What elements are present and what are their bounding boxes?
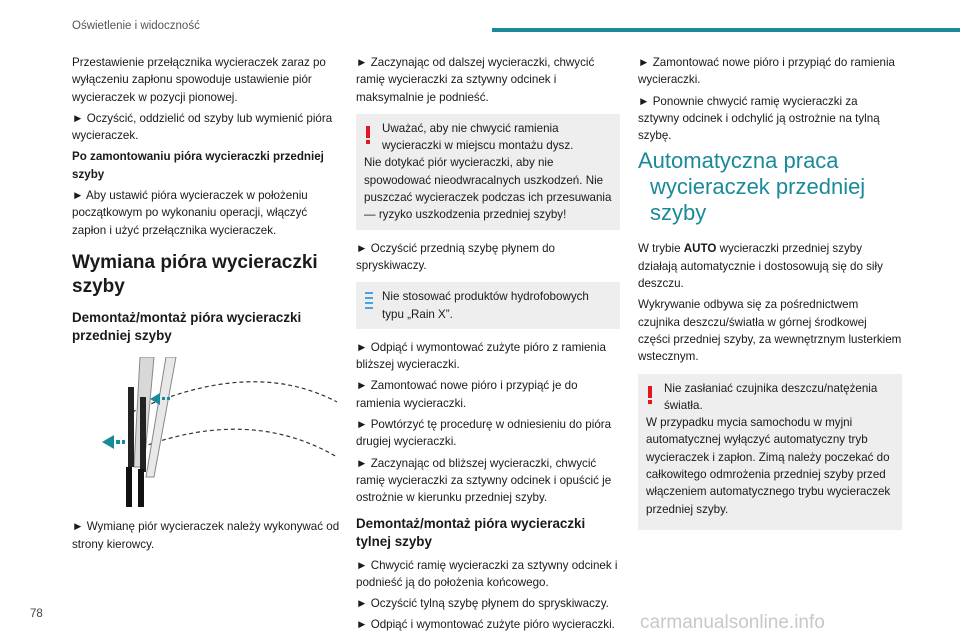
text: W trybie bbox=[638, 242, 684, 256]
heading-line: wycieraczek przedniej bbox=[650, 174, 866, 200]
column-1 bbox=[72, 54, 342, 557]
paragraph: ► Ponownie chwycić ramię wycieraczki za sztywny odcinek i odchylić ją ostrożnie na tylną szybę. bbox=[638, 94, 880, 143]
paragraph: ► Zamontować nowe pióro i przypiąć do ramienia wycieraczki. bbox=[638, 56, 895, 87]
paragraph: ► Zaczynając od dalszej wycieraczki, chwycić ramię wycieraczki za sztywny odcinek i maksymalnie je podnieść. bbox=[356, 56, 595, 104]
paragraph: ► Zaczynając od bliższej wycieraczki, chwycić ramię wycieraczki za sztywny odcinek i opuścić je ostrożnie w kierunku przedniej szyby. bbox=[356, 456, 612, 505]
section-title: Oświetlenie i widoczność bbox=[72, 20, 200, 32]
info-box bbox=[356, 282, 620, 329]
paragraph: ► Powtórzyć tę procedurę w odniesieniu do pióra drugiej wycieraczki. bbox=[356, 418, 612, 449]
paragraph: ► Chwycić ramię wycieraczki za sztywny odcinek i podnieść ją do położenia końcowego. bbox=[356, 558, 618, 589]
heading-line: szyby bbox=[650, 200, 707, 226]
subsection-heading: Demontaż/montaż pióra wycieraczki tylnej szyby bbox=[356, 515, 586, 549]
heading-line: Automatyczna praca bbox=[638, 148, 839, 174]
column-3 bbox=[638, 54, 902, 540]
warning-first: Uważać, aby nie chwycić ramienia wycieraczki w miejscu montażu dysz. bbox=[382, 121, 574, 153]
warning-first: Nie zasłaniać czujnika deszczu/natężenia światła. bbox=[664, 381, 878, 412]
wiper-illustration bbox=[72, 357, 342, 507]
paragraph: ► Aby ustawić pióra wycieraczek w położeniu początkowym po wykonaniu operacji, włączyć zapłon i użyć przełącznika wycieraczek. bbox=[72, 189, 308, 237]
paragraph: ► Wymianę piór wycieraczek należy wykonywać od strony kierowcy. bbox=[72, 520, 340, 551]
paragraph: ► Oczyścić tylną szybę płynem do spryskiwaczy. bbox=[356, 597, 609, 611]
watermark: carmanualsonline.info bbox=[640, 612, 825, 633]
page-number: 78 bbox=[30, 608, 43, 620]
subsection-heading: Demontaż/montaż pióra wycieraczki przedniej szyby bbox=[72, 309, 302, 343]
paragraph: ► Zamontować nowe pióro i przypiąć je do ramienia wycieraczki. bbox=[356, 379, 578, 410]
info-icon bbox=[365, 292, 373, 312]
warning-text: Nie dotykać piór wycieraczki, aby nie spowodować nieodwracalnych uszkodzeń. Nie puszczać wycieraczek podczas ich przesuwania — ryzyko uszkodzenia przedniej szyby! bbox=[364, 156, 612, 222]
paragraph: ► Oczyścić przednią szybę płynem do spryskiwaczy. bbox=[356, 241, 555, 272]
section-heading bbox=[638, 148, 902, 226]
warning-icon bbox=[366, 126, 371, 144]
column-2 bbox=[356, 54, 620, 638]
bold-subheading: Po zamontowaniu pióra wycieraczki przedniej szyby bbox=[72, 150, 324, 181]
warning-box bbox=[356, 114, 620, 230]
info-text: Nie stosować produktów hydrofobowych typu „Rain X”. bbox=[382, 290, 589, 321]
paragraph: ► Odpiąć i wymontować zużyte pióro wycieraczki. bbox=[356, 618, 615, 632]
paragraph: Wykrywanie odbywa się za pośrednictwem czujnika deszczu/światła w górnej środkowej części przedniej szyby, za wewnętrznym lusterkiem wstecznym. bbox=[638, 298, 902, 364]
auto-mode-label: AUTO bbox=[683, 242, 717, 256]
paragraph: Przestawienie przełącznika wycieraczek zaraz po wyłączeniu zapłonu spowoduje ustawienie piór wycieraczek w pozycji pionowej. bbox=[72, 56, 326, 104]
text: wycieraczki przedniej szyby działają automatycznie i dostosowują się do siły deszczu. bbox=[638, 242, 883, 291]
paragraph bbox=[638, 240, 902, 292]
section-heading: Wymiana pióra wycieraczki szyby bbox=[72, 251, 318, 297]
paragraph: ► Odpiąć i wymontować zużyte pióro z ramienia bliższej wycieraczki. bbox=[356, 340, 606, 372]
warning-text: W przypadku mycia samochodu w myjni automatycznej wyłączyć automatyczny tryb wycieraczek i zapłon. Zimą należy poczekać do całkowitego odmrożenia przedniej szyby przed włączeniem automatycznego trybu wycieraczek przedniej szyby. bbox=[646, 416, 891, 516]
warning-icon bbox=[648, 386, 653, 404]
warning-box bbox=[638, 374, 902, 530]
paragraph: ► Oczyścić, oddzielić od szyby lub wymienić pióra wycieraczek. bbox=[72, 111, 333, 143]
header-accent-bar bbox=[492, 28, 960, 32]
